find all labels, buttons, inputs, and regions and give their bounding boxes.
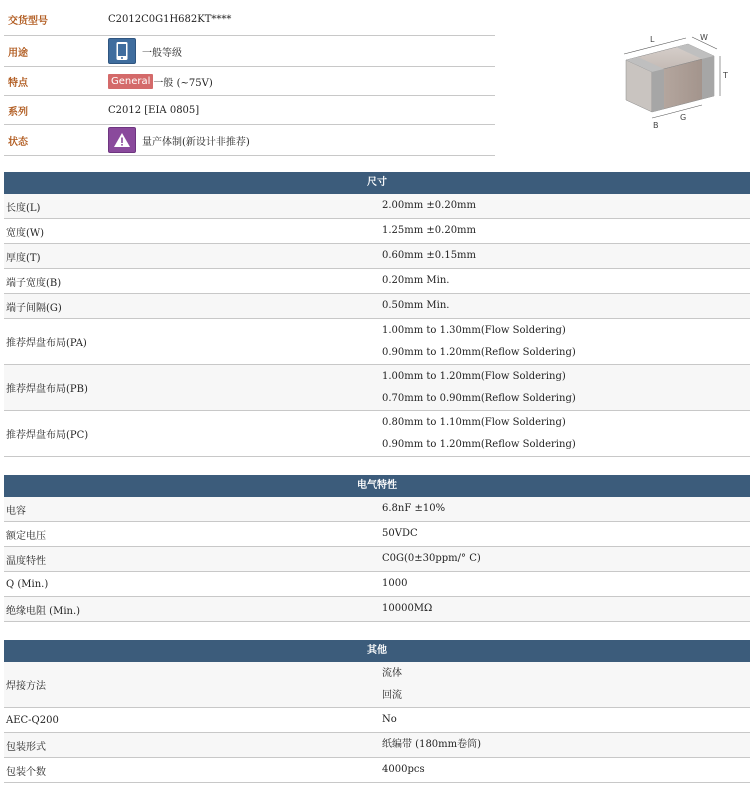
- row-value: 10000MΩ: [382, 603, 433, 614]
- row-value: 0.90mm to 1.20mm(Reflow Soldering): [382, 438, 576, 450]
- table-row: [4, 733, 750, 758]
- other-table: [4, 662, 750, 783]
- application-label: 用途: [8, 47, 28, 59]
- row-value: 1.00mm to 1.20mm(Flow Soldering): [382, 370, 566, 382]
- table-row: [4, 522, 750, 547]
- row-value: 回流: [382, 689, 402, 701]
- features-value: 一般 (~75V): [153, 77, 213, 89]
- dim-label-l: L: [650, 35, 655, 44]
- warning-icon: [108, 127, 136, 153]
- row-key: 推荐焊盘布局(PA): [6, 338, 87, 349]
- status-row: [4, 125, 495, 156]
- row-key: 额定电压: [6, 530, 46, 542]
- table-row: [4, 244, 750, 269]
- row-key: AEC-Q200: [6, 714, 59, 726]
- general-badge: General: [108, 74, 153, 89]
- row-key: 温度特性: [6, 555, 46, 567]
- table-row: [4, 319, 750, 365]
- row-value: 1.00mm to 1.30mm(Flow Soldering): [382, 324, 566, 336]
- row-key: 绝缘电阻 (Min.): [6, 605, 81, 617]
- other-section: [4, 640, 750, 783]
- table-row: [4, 294, 750, 319]
- row-key: 焊接方法: [6, 681, 46, 692]
- row-key: 推荐焊盘布局(PB): [6, 384, 88, 395]
- table-row: [4, 662, 750, 708]
- row-value: 1000: [382, 578, 408, 589]
- row-key: 端子间隔(G): [6, 302, 62, 314]
- row-value: No: [382, 714, 397, 725]
- series-value: C2012 [EIA 0805]: [108, 104, 200, 116]
- chip-dimension-diagram: [612, 20, 732, 140]
- application-row: [4, 36, 495, 67]
- row-value: 0.50mm Min.: [382, 300, 450, 311]
- row-value: 50VDC: [382, 528, 418, 539]
- electrical-section: [4, 475, 750, 622]
- table-row: [4, 194, 750, 219]
- row-key: 长度(L): [6, 202, 41, 214]
- table-row: [4, 597, 750, 622]
- row-value: 0.90mm to 1.20mm(Reflow Soldering): [382, 346, 576, 358]
- dim-label-w: W: [700, 33, 708, 42]
- row-key: 包装个数: [6, 766, 46, 778]
- part-number-row: [4, 4, 495, 36]
- row-key: 电容: [6, 505, 26, 517]
- row-key: 宽度(W): [6, 227, 45, 239]
- row-value: 纸编带 (180mm卷筒): [382, 739, 482, 750]
- smartphone-icon: [108, 38, 136, 64]
- row-value: 0.20mm Min.: [382, 275, 450, 286]
- other-header: 其他: [4, 640, 750, 662]
- dimensions-table: [4, 194, 750, 457]
- electrical-table: [4, 497, 750, 622]
- table-row: [4, 497, 750, 522]
- electrical-header: 电气特性: [4, 475, 750, 497]
- row-value: 0.80mm to 1.10mm(Flow Soldering): [382, 416, 566, 428]
- dimensions-header: 尺寸: [4, 172, 750, 194]
- row-value: 2.00mm ±0.20mm: [382, 200, 477, 211]
- series-row: [4, 96, 495, 125]
- row-value: 1.25mm ±0.20mm: [382, 225, 477, 236]
- part-number-value: C2012C0G1H682KT****: [108, 14, 232, 25]
- dim-label-g: G: [680, 113, 687, 122]
- table-row: [4, 269, 750, 294]
- table-row: [4, 219, 750, 244]
- series-label: 系列: [8, 106, 28, 118]
- row-value: 4000pcs: [382, 764, 425, 775]
- row-key: 端子宽度(B): [6, 277, 62, 289]
- row-key: 厚度(T): [6, 252, 41, 264]
- features-label: 特点: [8, 77, 28, 89]
- row-value: 0.70mm to 0.90mm(Reflow Soldering): [382, 392, 576, 404]
- row-value: C0G(0±30ppm/° C): [382, 553, 481, 564]
- features-row: [4, 67, 495, 96]
- dim-label-t: T: [723, 71, 728, 80]
- table-row: [4, 708, 750, 733]
- table-row: [4, 411, 750, 457]
- part-number-label: 交货型号: [8, 16, 48, 27]
- status-value: 量产体制(新设计非推荐): [142, 136, 250, 148]
- table-row: [4, 547, 750, 572]
- row-key: 推荐焊盘布局(PC): [6, 430, 89, 441]
- row-value: 0.60mm ±0.15mm: [382, 250, 477, 261]
- table-row: [4, 365, 750, 411]
- row-key: Q (Min.): [6, 578, 49, 590]
- status-label: 状态: [8, 136, 28, 148]
- row-key: 包装形式: [6, 741, 46, 753]
- row-value: 6.8nF ±10%: [382, 503, 446, 514]
- application-value: 一般等级: [142, 47, 182, 59]
- product-summary: [0, 0, 495, 156]
- table-row: [4, 758, 750, 783]
- dim-label-b: B: [653, 121, 659, 130]
- row-value: 流体: [382, 667, 402, 679]
- dimensions-section: [4, 172, 750, 457]
- table-row: [4, 572, 750, 597]
